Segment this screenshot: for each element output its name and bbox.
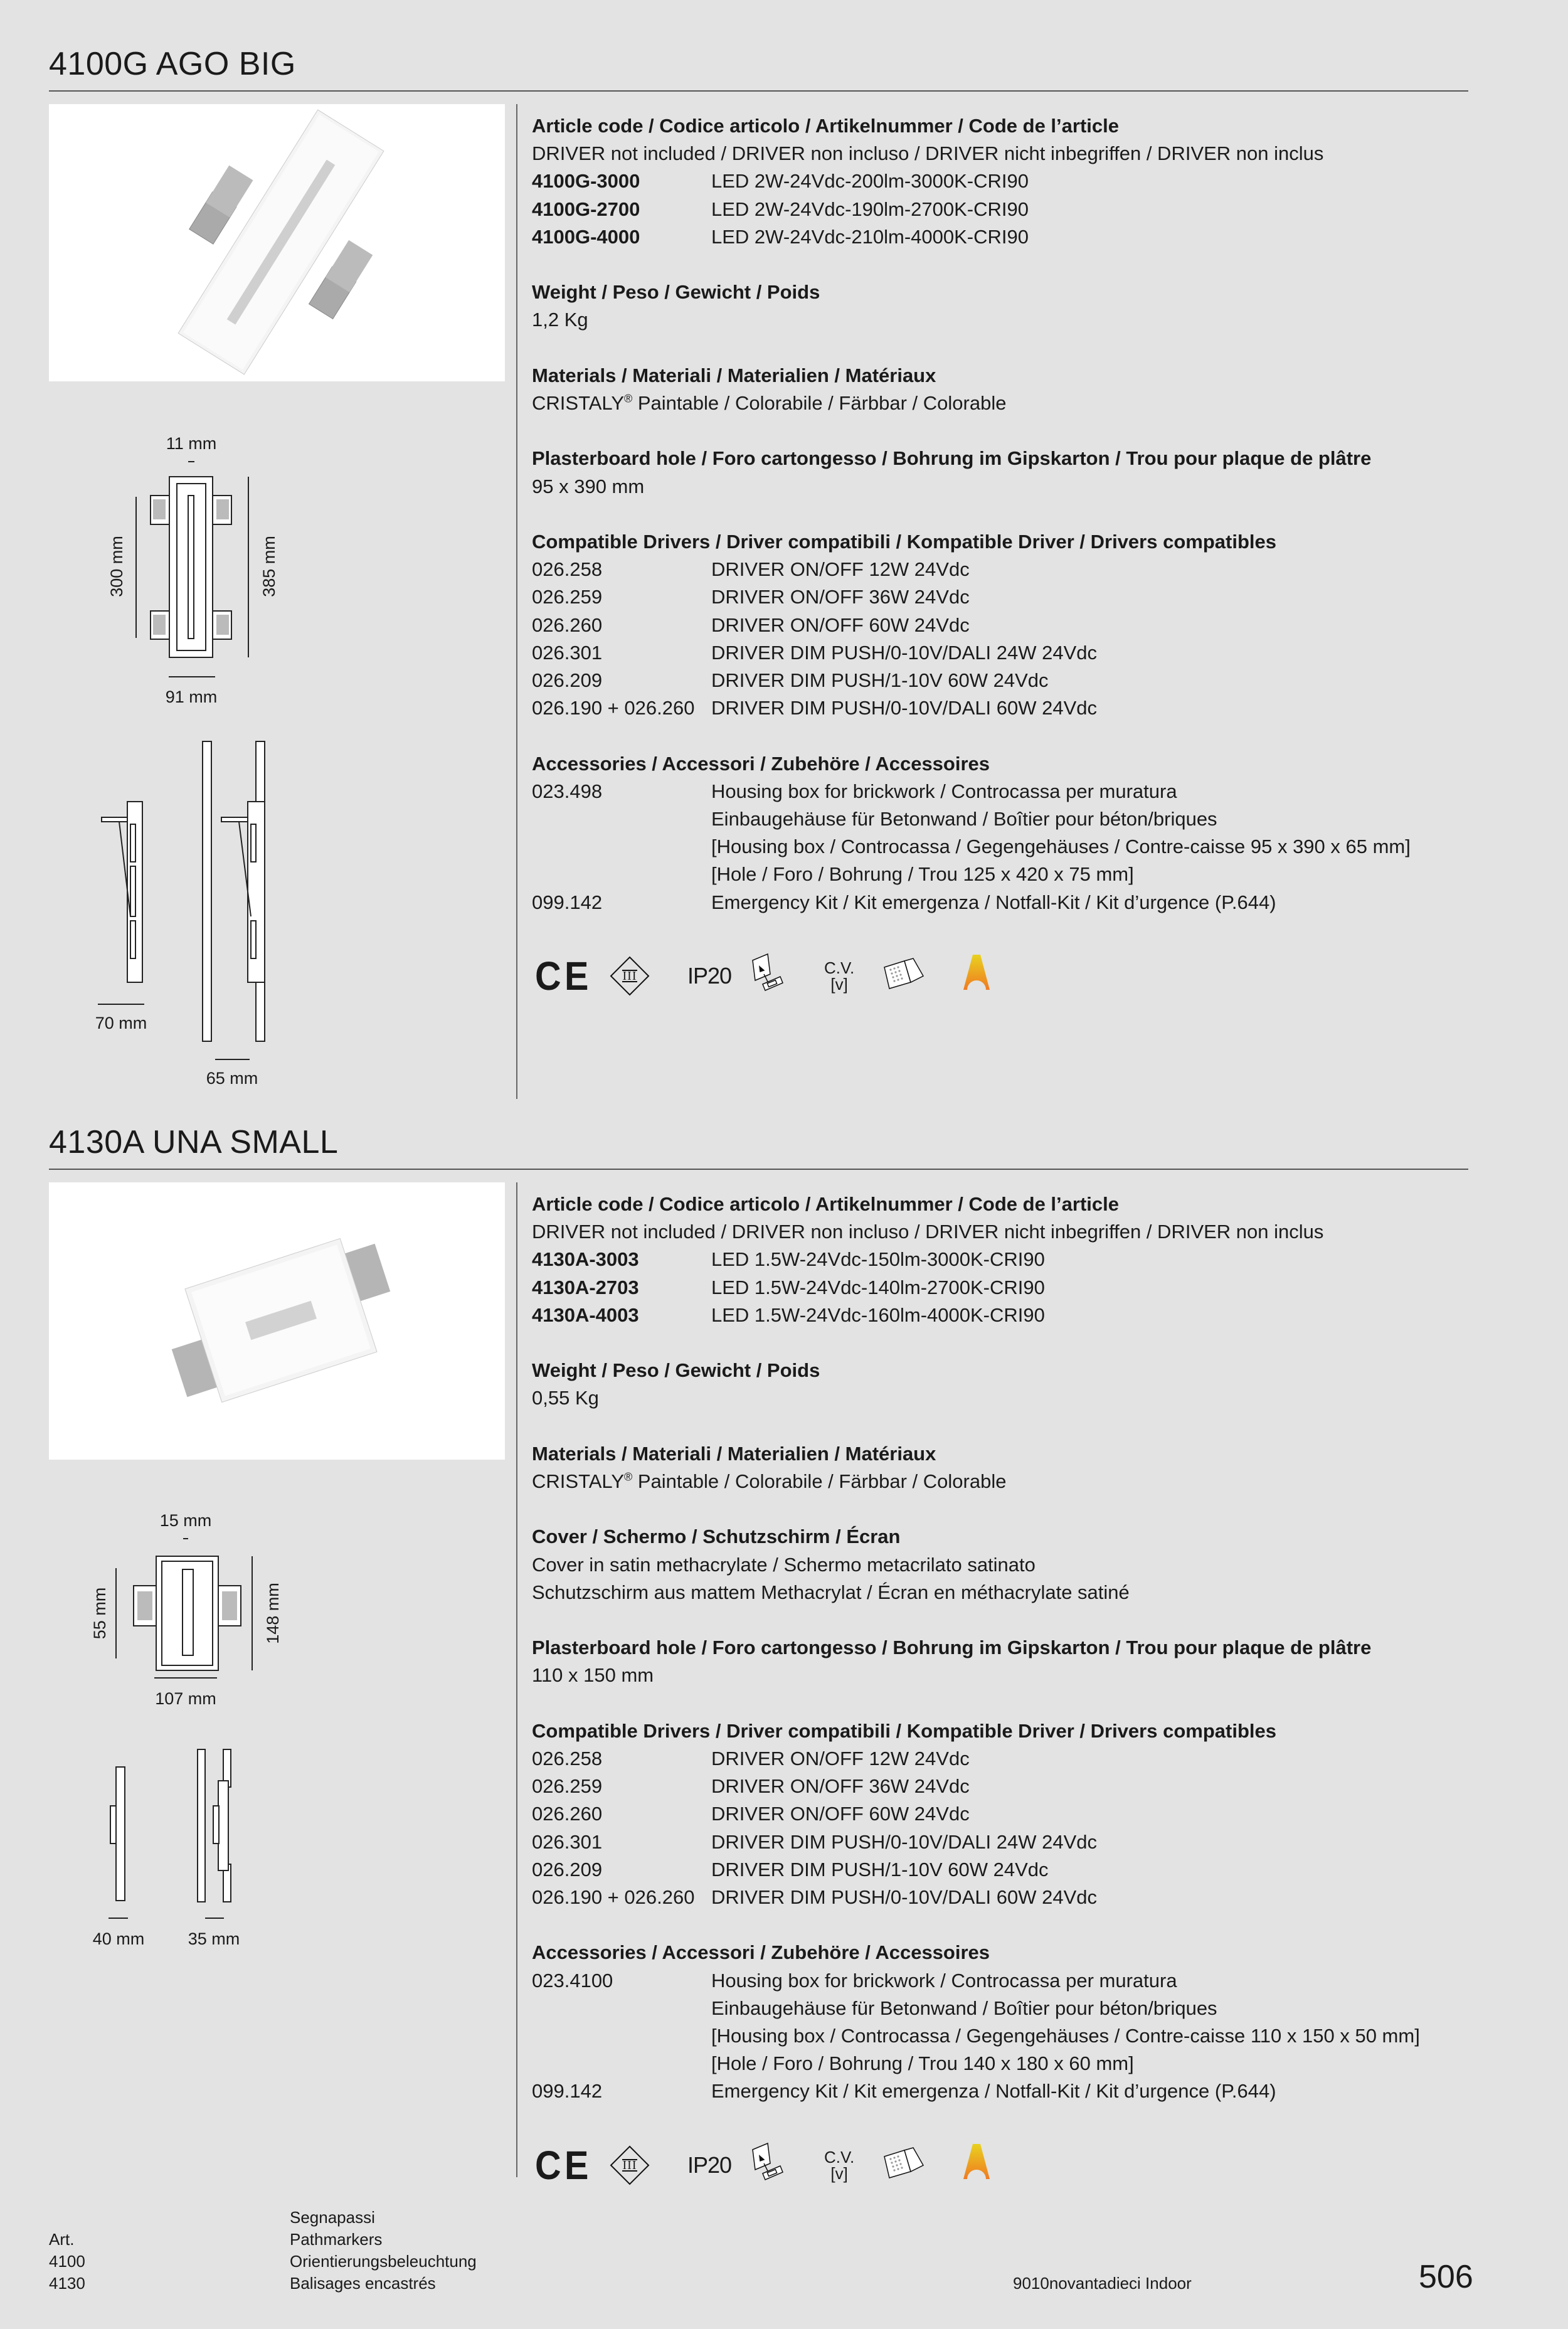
spec-group [532, 362, 1535, 417]
spec-group [532, 1634, 1535, 1689]
class-iii-icon [610, 948, 650, 1004]
spec-code: 4100G-2700 [532, 198, 640, 220]
spec-desc: DRIVER DIM PUSH/1-10V 60W 24Vdc [711, 669, 1049, 691]
spec-code [532, 1995, 711, 2022]
column-divider [516, 104, 517, 1099]
spec-code: 026.259 [532, 1775, 603, 1798]
spec-row [532, 1274, 1535, 1302]
column-divider [516, 1182, 517, 2177]
spec-code: 026.258 [532, 1747, 603, 1769]
cv-text [824, 960, 854, 992]
spec-code: 026.190 + 026.260 [532, 697, 695, 719]
spec-line: DRIVER not included / DRIVER non incluso / DRIVER nicht inbegriffen / DRIVER non inclus [532, 1221, 1324, 1243]
dim-side1-label: 70 mm [95, 1014, 147, 1032]
spec-row [532, 1828, 1535, 1856]
spec-code: 4100G-4000 [532, 225, 640, 248]
housing-box-icon [883, 2137, 927, 2194]
dim-left-label: 55 mm [90, 1587, 109, 1640]
spec-header: Cover / Schermo / Schutzschirm / Écran [532, 1525, 901, 1548]
spec-desc: DRIVER ON/OFF 12W 24Vdc [711, 1747, 970, 1769]
spec-code: 026.190 + 026.260 [532, 1886, 695, 1908]
material-finish: Paintable / Colorabile / Färbbar / Colorable [632, 1470, 1007, 1492]
spec-header: Materials / Materiali / Materialien / Matériaux [532, 1442, 936, 1465]
spec-row [532, 861, 1535, 888]
spec-row [532, 1745, 1535, 1773]
spec-row [532, 1246, 1535, 1273]
ip20-icon [687, 948, 731, 1004]
product-section-4100 [0, 0, 1568, 1088]
spec-line: 95 x 390 mm [532, 475, 645, 497]
material-brand: CRISTALY [532, 1470, 624, 1492]
spec-code: 023.4100 [532, 1969, 613, 1992]
spec-code: 099.142 [532, 2080, 603, 2103]
spec-header: Materials / Materiali / Materialien / Matériaux [532, 364, 936, 386]
registered-mark: ® [624, 1470, 633, 1483]
spec-desc: [Housing box / Controcassa / Gegengehäuses / Contre-caisse 110 x 150 x 50 mm] [711, 2025, 1420, 2047]
ce-mark-text: CE [535, 2142, 592, 2188]
certification-icons [532, 948, 1535, 1004]
registered-mark: ® [624, 392, 633, 405]
spec-row [532, 778, 1535, 805]
spec-desc: Emergency Kit / Kit emergenza / Notfall-Kit / Kit d’urgence (P.644) [711, 891, 1276, 913]
spec-desc: [Housing box / Controcassa / Gegengehäuses / Contre-caisse 95 x 390 x 65 mm] [711, 836, 1411, 858]
class-iii-text: III [622, 968, 637, 983]
ip20-icon [687, 2137, 731, 2194]
class-iii-label-wrap [610, 956, 650, 996]
dim-right-label: 148 mm [263, 1583, 282, 1644]
spec-row [532, 1995, 1535, 2022]
spec-desc: Einbaugehäuse für Betonwand / Boîtier pour béton/briques [711, 1997, 1217, 2019]
spec-header: Article code / Codice articolo / Artikelnummer / Code de l’article [532, 1193, 1119, 1215]
spec-row [532, 1967, 1535, 1995]
footer-category: Segnapassi [290, 2208, 375, 2227]
constant-voltage-icon [824, 948, 854, 1004]
spec-code [532, 833, 711, 861]
spec-group [532, 1440, 1535, 1495]
spec-group [532, 1357, 1535, 1412]
spec-desc: DRIVER DIM PUSH/0-10V/DALI 60W 24Vdc [711, 1886, 1098, 1908]
footer-brand: 9010novantadieci Indoor [1013, 2274, 1192, 2293]
spec-desc: Einbaugehäuse für Betonwand / Boîtier pour béton/briques [711, 808, 1217, 830]
cv-bottom: [v] [830, 2163, 848, 2183]
spec-row [532, 1884, 1535, 1911]
remote-symbol [749, 952, 790, 1000]
spec-line: 1,2 Kg [532, 309, 588, 331]
paint-symbol [961, 953, 992, 999]
spec-desc: LED 1.5W-24Vdc-140lm-2700K-CRI90 [711, 1276, 1045, 1298]
dim-left-label: 300 mm [107, 536, 126, 597]
dim-side1-label: 40 mm [92, 1929, 145, 1948]
spec-desc: LED 2W-24Vdc-210lm-4000K-CRI90 [711, 225, 1029, 248]
spec-code: 4130A-2703 [532, 1276, 639, 1298]
class-iii-symbol [610, 956, 650, 996]
class-iii-symbol [610, 2145, 650, 2185]
spec-group [532, 1939, 1535, 2105]
spec-desc: DRIVER DIM PUSH/0-10V/DALI 24W 24Vdc [711, 641, 1098, 664]
dim-top-label: 15 mm [159, 1511, 212, 1530]
spec-row [532, 223, 1535, 251]
spec-row [532, 833, 1535, 861]
spec-group [532, 528, 1535, 722]
footer-articles [49, 2229, 85, 2295]
footer-category: Orientierungsbeleuchtung [290, 2252, 477, 2271]
technical-drawing [0, 1078, 517, 2182]
spec-desc: [Hole / Foro / Bohrung / Trou 140 x 180 x 60 mm] [711, 2052, 1134, 2075]
housing-symbol [883, 2143, 927, 2188]
spec-code: 026.259 [532, 586, 603, 608]
spec-row [532, 694, 1535, 722]
spec-code: 4130A-4003 [532, 1303, 639, 1326]
spec-desc: DRIVER DIM PUSH/1-10V 60W 24Vdc [711, 1858, 1049, 1881]
spec-header: Accessories / Accessori / Zubehöre / Accessoires [532, 1941, 990, 1964]
page-number: 506 [1419, 2259, 1473, 2295]
spec-code: 099.142 [532, 891, 603, 913]
dim-bottom-label: 91 mm [165, 687, 218, 706]
technical-drawing [0, 0, 517, 1104]
class-iii-icon [610, 2137, 650, 2194]
spec-row [532, 1856, 1535, 1884]
cv-top: C.V. [824, 958, 855, 977]
paintable-icon [961, 2137, 992, 2194]
spec-row [532, 639, 1535, 667]
spec-row [532, 583, 1535, 611]
spec-code: 026.301 [532, 1830, 603, 1853]
spec-row [532, 889, 1535, 916]
spec-header: Article code / Codice articolo / Artikelnummer / Code de l’article [532, 115, 1119, 137]
cv-text [824, 2149, 854, 2182]
spec-header: Compatible Drivers / Driver compatibili / Kompatible Driver / Drivers compatibles [532, 1719, 1276, 1742]
spec-code: 026.301 [532, 641, 603, 664]
material-line [532, 1468, 1535, 1495]
housing-box-icon [883, 948, 927, 1004]
paint-symbol [961, 2143, 992, 2188]
spec-row [532, 196, 1535, 223]
certification-icons [532, 2137, 1535, 2194]
spec-row [532, 556, 1535, 583]
spec-row [532, 612, 1535, 639]
spec-desc: LED 2W-24Vdc-200lm-3000K-CRI90 [711, 170, 1029, 193]
spec-desc: LED 2W-24Vdc-190lm-2700K-CRI90 [711, 198, 1029, 220]
spec-code [532, 2022, 711, 2050]
footer-category: Balisages encastrés [290, 2274, 436, 2293]
spec-desc: DRIVER ON/OFF 12W 24Vdc [711, 558, 970, 581]
spec-desc: DRIVER ON/OFF 36W 24Vdc [711, 1775, 970, 1798]
spec-row [532, 667, 1535, 694]
material-line [532, 390, 1535, 417]
ip-rating-text: IP20 [687, 962, 732, 989]
dim-side2-label: 35 mm [188, 1929, 240, 1948]
spec-desc: LED 1.5W-24Vdc-160lm-4000K-CRI90 [711, 1303, 1045, 1326]
spec-group [532, 279, 1535, 334]
ip-rating-text: IP20 [687, 2151, 732, 2178]
spec-group [532, 112, 1535, 251]
dim-side2-label: 65 mm [206, 1069, 258, 1088]
dim-bottom-label: 107 mm [155, 1689, 216, 1708]
spec-line: 110 x 150 mm [532, 1664, 654, 1687]
remote-control-icon [749, 948, 790, 1004]
footer-article: 4100 [49, 2252, 85, 2271]
spec-line: Schutzschirm aus mattem Methacrylat / Écran en méthacrylate satiné [532, 1581, 1130, 1603]
ce-mark-icon [532, 2137, 595, 2194]
product-title: 4130A UNA SMALL [49, 1124, 339, 1160]
product-title: 4100G AGO BIG [49, 46, 296, 82]
spec-list [532, 1191, 1535, 2194]
cv-bottom: [v] [830, 974, 848, 994]
spec-group [532, 1717, 1535, 1911]
spec-desc: LED 1.5W-24Vdc-150lm-3000K-CRI90 [711, 1248, 1045, 1271]
class-iii-text: III [622, 2158, 637, 2172]
footer-categories [290, 2207, 477, 2295]
footer-category: Pathmarkers [290, 2230, 383, 2249]
material-brand: CRISTALY [532, 392, 624, 414]
spec-group [532, 1523, 1535, 1606]
spec-desc: DRIVER DIM PUSH/0-10V/DALI 60W 24Vdc [711, 697, 1098, 719]
spec-header: Plasterboard hole / Foro cartongesso / Bohrung im Gipskarton / Trou pour plaque de plâtre [532, 447, 1372, 470]
constant-voltage-icon [824, 2137, 854, 2194]
spec-desc: [Hole / Foro / Bohrung / Trou 125 x 420 x 75 mm] [711, 863, 1134, 886]
footer-article: 4130 [49, 2274, 85, 2293]
spec-code [532, 2050, 711, 2077]
spec-row [532, 1773, 1535, 1800]
spec-row [532, 805, 1535, 833]
cv-top: C.V. [824, 2147, 855, 2167]
dim-right-label: 385 mm [260, 536, 278, 597]
ce-mark-text: CE [535, 953, 592, 999]
product-section-4130 [0, 1078, 1568, 2188]
spec-line: 0,55 Kg [532, 1387, 599, 1409]
spec-group [532, 445, 1535, 500]
spec-code: 026.209 [532, 1858, 603, 1881]
spec-line: Cover in satin methacrylate / Schermo metacrilato satinato [532, 1553, 1036, 1576]
spec-row [532, 1800, 1535, 1828]
spec-header: Weight / Peso / Gewicht / Poids [532, 281, 820, 304]
spec-code [532, 861, 711, 888]
spec-desc: Housing box for brickwork / Controcassa per muratura [711, 780, 1177, 802]
spec-list [532, 112, 1535, 1004]
spec-code [532, 805, 711, 833]
spec-code: 4130A-3003 [532, 1248, 639, 1271]
spec-desc: DRIVER ON/OFF 60W 24Vdc [711, 1803, 970, 1825]
spec-group [532, 1191, 1535, 1329]
spec-header: Accessories / Accessori / Zubehöre / Accessoires [532, 752, 990, 775]
spec-header: Compatible Drivers / Driver compatibili / Kompatible Driver / Drivers compatibles [532, 530, 1276, 553]
spec-line: DRIVER not included / DRIVER non incluso / DRIVER nicht inbegriffen / DRIVER non inclus [532, 142, 1324, 165]
class-iii-label-wrap [610, 2145, 650, 2185]
spec-code: 023.498 [532, 780, 603, 802]
remote-control-icon [749, 2137, 790, 2194]
spec-row [532, 1302, 1535, 1329]
spec-desc: DRIVER DIM PUSH/0-10V/DALI 24W 24Vdc [711, 1830, 1098, 1853]
spec-header: Plasterboard hole / Foro cartongesso / Bohrung im Gipskarton / Trou pour plaque de plâtre [532, 1637, 1372, 1659]
material-finish: Paintable / Colorabile / Färbbar / Colorable [632, 392, 1007, 414]
ce-mark-icon [532, 948, 595, 1004]
spec-row [532, 167, 1535, 195]
spec-row [532, 2022, 1535, 2050]
spec-code: 026.258 [532, 558, 603, 581]
spec-code: 4100G-3000 [532, 170, 640, 193]
spec-row [532, 2050, 1535, 2077]
remote-symbol [749, 2141, 790, 2190]
spec-code: 026.209 [532, 669, 603, 691]
spec-group [532, 750, 1535, 916]
paintable-icon [961, 948, 992, 1004]
housing-symbol [883, 953, 927, 999]
spec-desc: DRIVER ON/OFF 36W 24Vdc [711, 586, 970, 608]
footer-art-label: Art. [49, 2230, 75, 2249]
spec-desc: Housing box for brickwork / Controcassa per muratura [711, 1969, 1177, 1992]
spec-row [532, 2077, 1535, 2105]
spec-header: Weight / Peso / Gewicht / Poids [532, 1359, 820, 1382]
spec-code: 026.260 [532, 613, 603, 636]
spec-desc: DRIVER ON/OFF 60W 24Vdc [711, 613, 970, 636]
spec-desc: Emergency Kit / Kit emergenza / Notfall-Kit / Kit d’urgence (P.644) [711, 2080, 1276, 2103]
dim-top-label: 11 mm [166, 434, 217, 453]
spec-code: 026.260 [532, 1803, 603, 1825]
